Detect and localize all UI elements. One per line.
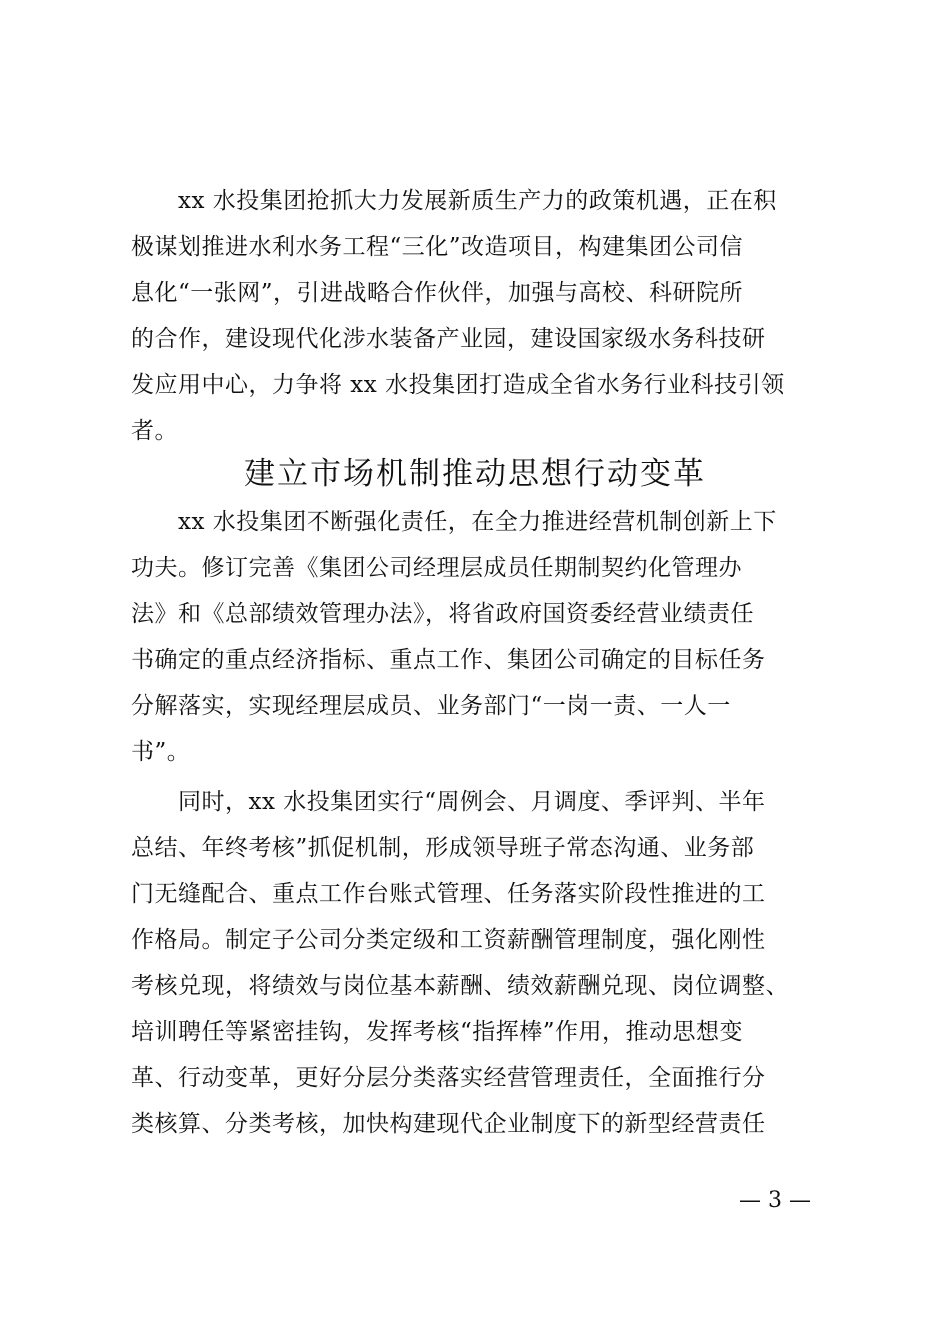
paragraph-line: 书确定的重点经济指标、重点工作、集团公司确定的目标任务: [131, 647, 766, 673]
paragraph-3: [131, 779, 831, 1147]
paragraph-line: 同时，xx 水投集团实行“周例会、月调度、季评判、半年: [131, 789, 766, 815]
paragraph-line: 类核算、分类考核，加快构建现代企业制度下的新型经营责任: [131, 1111, 766, 1137]
paragraph-line: xx 水投集团抢抓大力发展新质生产力的政策机遇，正在积: [131, 188, 777, 214]
paragraph-line: 总结、年终考核”抓促机制，形成领导班子常态沟通、业务部: [131, 835, 755, 861]
paragraph-line: 革、行动变革，更好分层分类落实经营管理责任，全面推行分: [131, 1065, 766, 1091]
paragraph-line: 的合作，建设现代化涉水装备产业园，建设国家级水务科技研: [131, 326, 766, 352]
paragraph-line: 考核兑现，将绩效与岗位基本薪酬、绩效薪酬兑现、岗位调整、: [131, 973, 789, 999]
paragraph-line: 发应用中心，力争将 xx 水投集团打造成全省水务行业科技引领: [131, 372, 785, 398]
paragraph-line: 培训聘任等紧密挂钩，发挥考核“指挥棒”作用，推动思想变: [131, 1019, 744, 1045]
paragraph-1: [131, 178, 831, 454]
paragraph-line: 息化“一张网”，引进战略合作伙伴，加强与高校、科研院所: [131, 280, 744, 306]
section-heading: 建立市场机制推动思想行动变革: [244, 456, 706, 492]
page-number: — 3 —: [739, 1188, 811, 1213]
paragraph-line: 作格局。制定子公司分类定级和工资薪酬管理制度，强化刚性: [131, 927, 766, 953]
paragraph-line: xx 水投集团不断强化责任，在全力推进经营机制创新上下: [131, 509, 777, 535]
paragraph-line: 门无缝配合、重点工作台账式管理、任务落实阶段性推进的工: [131, 881, 766, 907]
paragraph-2: [131, 499, 831, 775]
paragraph-line: 书”。: [131, 739, 191, 765]
paragraph-line: 法》和《总部绩效管理办法》，将省政府国资委经营业绩责任: [131, 601, 754, 627]
paragraph-line: 极谋划推进水利水务工程“三化”改造项目，构建集团公司信: [131, 234, 744, 260]
paragraph-line: 分解落实，实现经理层成员、业务部门“一岗一责、一人一: [131, 693, 731, 719]
paragraph-line: 功夫。修订完善《集团公司经理层成员任期制契约化管理办: [131, 555, 742, 581]
paragraph-line: 者。: [131, 418, 178, 444]
